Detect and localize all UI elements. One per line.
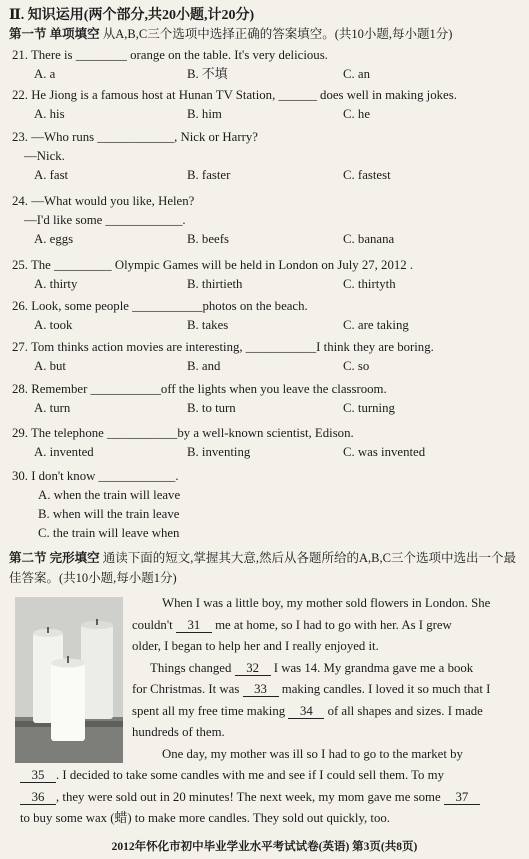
option-a: A. eggs xyxy=(34,232,74,246)
option-b: B. faster xyxy=(187,168,231,182)
option-a: A. his xyxy=(34,107,65,121)
option-b: B. 不填 xyxy=(187,67,228,81)
option-a: A. when the train will leave xyxy=(38,488,181,502)
passage-line xyxy=(20,615,518,637)
options-row xyxy=(12,275,522,294)
section1-instruction: 从A,B,C三个选项中选择正确的答案填空。(共10小题,每小题1分) xyxy=(102,27,453,41)
passage-text: spent all my free time making xyxy=(132,703,289,718)
passage-text: making candles. I loved it so much that I xyxy=(278,682,491,696)
section2-label: 第二节 完形填空 xyxy=(9,551,100,565)
page-footer: 2012年怀化市初中毕业学业水平考试试卷(英语) 第3页(共8页) xyxy=(111,841,418,853)
passage-text: of all shapes and sizes. I made xyxy=(324,703,483,718)
question-stem: 29. The telephone ___________by a well-known scientist, Edison. xyxy=(12,426,354,440)
passage-text: I was 14. My grandma gave me a book xyxy=(270,660,474,675)
options-row xyxy=(12,166,522,185)
section1-heading xyxy=(9,24,452,42)
question-stem: 27. Tom thinks action movies are interesting, ___________I think they are boring. xyxy=(12,340,434,354)
question-22 xyxy=(12,86,522,124)
passage-line xyxy=(20,722,518,744)
blank-35: 35 xyxy=(20,768,56,783)
options-row xyxy=(12,357,522,376)
question-26 xyxy=(12,297,522,335)
passage-line xyxy=(20,808,518,830)
passage-text: When I was a little boy, my mother sold flowers in London. She xyxy=(162,596,491,610)
option-b: B. and xyxy=(187,359,221,373)
question-stem: 30. I don't know ____________. xyxy=(12,469,179,483)
question-24 xyxy=(12,192,522,249)
section2-instruction: 通读下面的短文,掌握其大意,然后从各题所给的A,B,C三个选项中选出一个最佳答案。(共10小题,每小题1分) xyxy=(9,551,516,585)
section1-label: 第一节 单项填空 xyxy=(9,27,100,41)
section2-heading xyxy=(9,548,521,588)
passage-line xyxy=(20,679,518,701)
passage-text: hundreds of them. xyxy=(132,725,225,739)
option-b: B. him xyxy=(187,107,222,121)
passage-text: me at home, so I had to go with her. As I grew xyxy=(211,617,452,632)
option-b: B. when will the train leave xyxy=(38,507,180,521)
option-c: C. fastest xyxy=(343,168,391,182)
option-c: C. turning xyxy=(343,401,395,415)
part-title: Ⅱ. 知识运用(两个部分,共20小题,计20分) xyxy=(9,8,255,23)
option-b: B. thirtieth xyxy=(187,277,243,291)
option-b: B. beefs xyxy=(187,232,229,246)
option-c: C. thirtyth xyxy=(343,277,396,291)
option-c: C. an xyxy=(343,67,371,81)
passage-text: to buy some wax (蜡) to make more candles. They sold out quickly, too. xyxy=(20,811,390,825)
option-a: A. a xyxy=(34,67,56,81)
passage-line xyxy=(20,593,518,615)
option-a: A. invented xyxy=(34,445,94,459)
option-c: C. the train will leave when xyxy=(38,526,180,540)
question-23 xyxy=(12,128,522,185)
question-stem: 23. —Who runs ____________, Nick or Harry? xyxy=(12,130,258,144)
option-a: A. turn xyxy=(34,401,71,415)
options-row xyxy=(12,65,522,84)
options-row xyxy=(12,316,522,335)
option-a: A. thirty xyxy=(34,277,78,291)
passage-line xyxy=(20,636,518,658)
question-21 xyxy=(12,46,522,84)
options-row xyxy=(12,399,522,418)
passage-text: Things changed xyxy=(150,660,235,675)
passage-text: couldn't xyxy=(132,617,176,632)
options-row xyxy=(12,443,522,462)
question-dialogue-line: —Nick. xyxy=(24,149,65,163)
blank-34: 34 xyxy=(288,704,324,719)
question-stem: 24. —What would you like, Helen? xyxy=(12,194,195,208)
question-stem: 22. He Jiong is a famous host at Hunan TV Station, ______ does well in making jokes. xyxy=(12,88,457,102)
passage-line xyxy=(20,658,518,680)
option-b: B. to turn xyxy=(187,401,236,415)
cloze-passage xyxy=(20,593,518,830)
question-stem: 26. Look, some people ___________photos on the beach. xyxy=(12,299,308,313)
question-29 xyxy=(12,424,522,462)
option-a: A. fast xyxy=(34,168,69,182)
question-28 xyxy=(12,380,522,418)
blank-37: 37 xyxy=(444,790,480,805)
passage-line xyxy=(20,701,518,723)
passage-line xyxy=(20,765,518,787)
option-a: A. but xyxy=(34,359,66,373)
passage-text: One day, my mother was ill so I had to go to the market by xyxy=(162,746,463,761)
question-27 xyxy=(12,338,522,376)
question-25 xyxy=(12,256,522,294)
blank-31: 31 xyxy=(176,618,212,633)
passage-text: for Christmas. It was xyxy=(132,682,243,696)
options-row xyxy=(12,105,522,124)
blank-32: 32 xyxy=(235,661,271,676)
blank-36: 36 xyxy=(20,790,56,805)
options-row xyxy=(12,230,522,249)
option-b: B. inventing xyxy=(187,445,251,459)
question-stem: 25. The _________ Olympic Games will be held in London on July 27, 2012 . xyxy=(12,258,414,272)
question-dialogue-line: —I'd like some ____________. xyxy=(24,213,186,227)
question-30 xyxy=(12,467,522,543)
option-c: C. was invented xyxy=(343,445,426,459)
blank-33: 33 xyxy=(243,682,279,697)
option-c: C. so xyxy=(343,359,370,373)
option-c: C. are taking xyxy=(343,318,409,332)
passage-text: , they were sold out in 20 minutes! The next week, my mom gave me some xyxy=(56,789,444,804)
option-a: A. took xyxy=(34,318,73,332)
passage-line xyxy=(20,744,518,766)
question-stem: 28. Remember ___________off the lights when you leave the classroom. xyxy=(12,382,387,396)
passage-text: . I decided to take some candles with me and see if I could sell them. To my xyxy=(56,768,444,782)
passage-text: older, I began to help her and I really enjoyed it. xyxy=(132,639,379,653)
passage-line xyxy=(20,787,518,809)
question-stem: 21. There is ________ orange on the table. It's very delicious. xyxy=(12,48,328,62)
option-c: C. he xyxy=(343,107,371,121)
option-c: C. banana xyxy=(343,232,395,246)
option-b: B. takes xyxy=(187,318,229,332)
